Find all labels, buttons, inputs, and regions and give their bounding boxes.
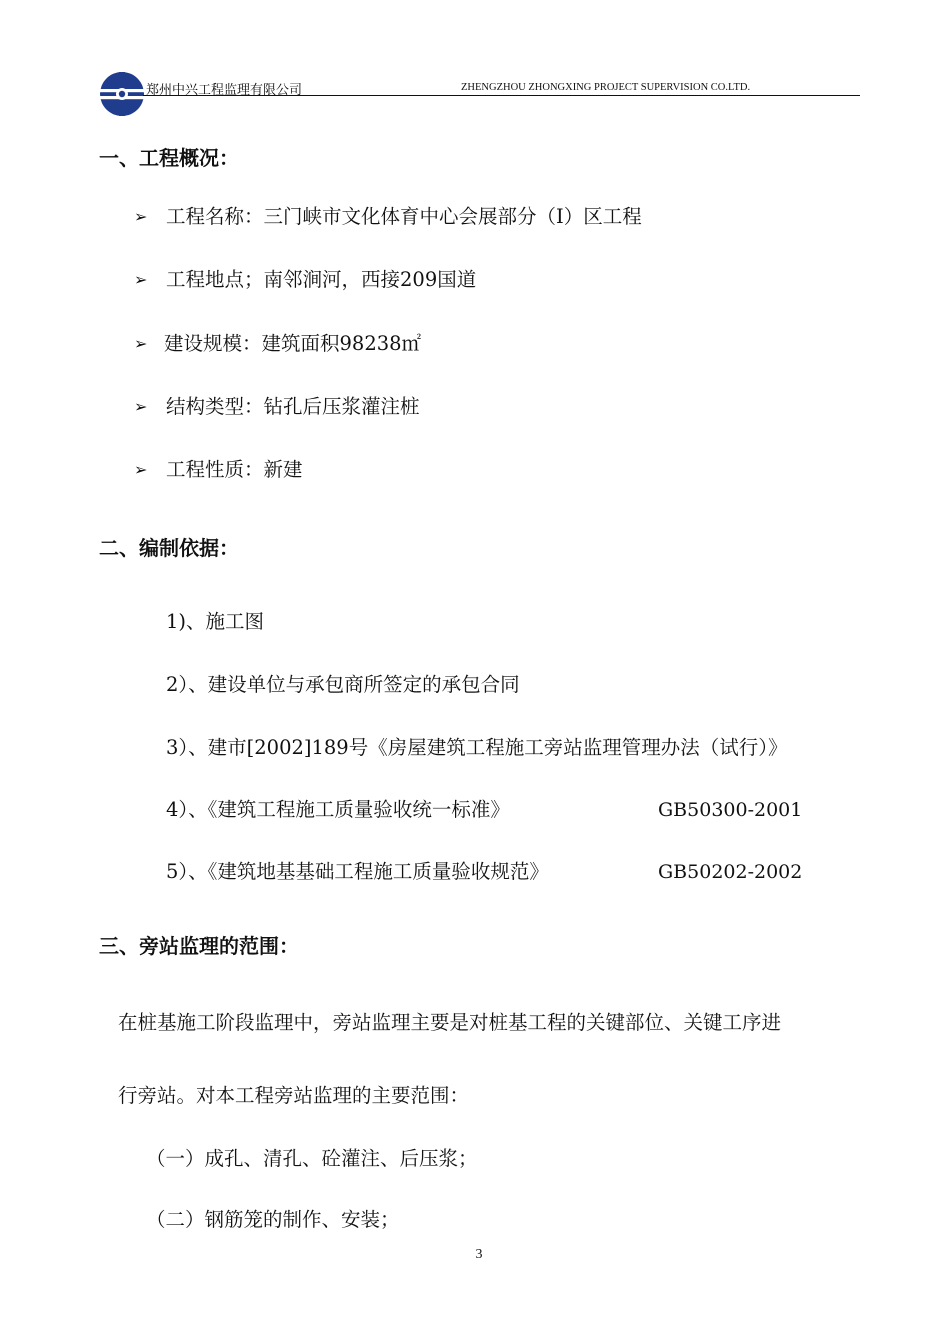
- section-heading-overview: 一、工程概况：: [99, 146, 239, 170]
- overview-item: [134, 331, 421, 357]
- overview-item: [134, 457, 303, 483]
- basis-item: 5）、《建筑地基基础工程施工质量验收规范》: [166, 860, 549, 883]
- basis-item: 4）、《建筑工程施工质量验收统一标准》: [166, 798, 510, 821]
- arrow-bullet-icon: ➢: [134, 397, 148, 416]
- page-number: 3: [475, 1247, 483, 1262]
- standard-code: GB50300-2001: [658, 799, 803, 821]
- overview-item: [134, 394, 420, 420]
- basis-item: 2）、建设单位与承包商所签定的承包合同: [166, 673, 520, 696]
- arrow-bullet-icon: ➢: [134, 207, 148, 226]
- section-heading-basis: 二、编制依据：: [99, 536, 239, 560]
- scope-item: （一）成孔、清孔、砼灌注、后压浆；: [146, 1147, 478, 1170]
- basis-item: 1)、施工图: [166, 610, 265, 633]
- basis-item: 3）、建市[2002]189号《房屋建筑工程施工旁站监理管理办法（试行）》: [166, 736, 788, 759]
- overview-item: [134, 267, 476, 293]
- arrow-bullet-icon: ➢: [134, 460, 148, 479]
- section-heading-scope: 三、旁站监理的范围：: [99, 934, 299, 958]
- header-divider: [143, 95, 860, 96]
- company-name-chinese: 郑州中兴工程监理有限公司: [146, 83, 303, 98]
- company-name-english: ZHENGZHOU ZHONGXING PROJECT SUPERVISION CO.LTD.: [461, 82, 751, 93]
- overview-item: [134, 204, 642, 230]
- overview-item-text: 工程性质：新建: [166, 458, 303, 481]
- scope-paragraph-line-1: 在桩基施工阶段监理中，旁站监理主要是对桩基工程的关键部位、关键工序进: [118, 1011, 782, 1034]
- company-logo-icon: [98, 70, 146, 118]
- overview-item-text: 结构类型：钻孔后压浆灌注桩: [166, 395, 420, 418]
- overview-item-text: 工程名称：三门峡市文化体育中心会展部分（Ⅰ）区工程: [166, 205, 642, 228]
- scope-item: （二）钢筋笼的制作、安装；: [146, 1208, 400, 1231]
- overview-item-text: 建设规模：建筑面积98238㎡: [164, 332, 422, 355]
- arrow-bullet-icon: ➢: [134, 334, 148, 353]
- overview-item-text: 工程地点；南邻涧河，西接209国道: [166, 268, 477, 291]
- scope-paragraph-line-2: 行旁站。对本工程旁站监理的主要范围：: [118, 1084, 470, 1107]
- arrow-bullet-icon: ➢: [134, 270, 148, 289]
- standard-code: GB50202-2002: [658, 861, 803, 883]
